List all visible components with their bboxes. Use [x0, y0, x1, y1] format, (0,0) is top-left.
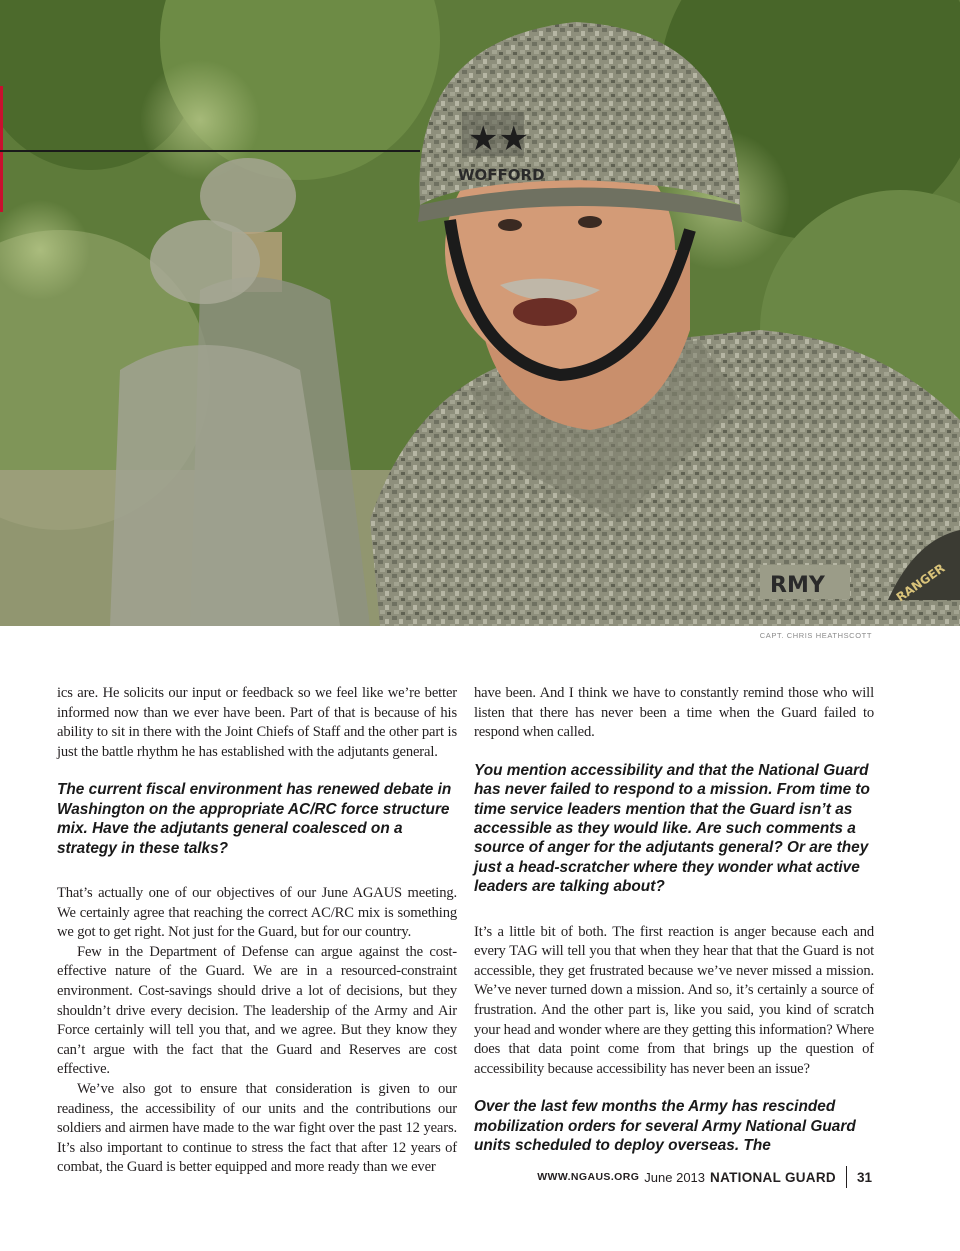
svg-text:★★: ★★ — [468, 119, 529, 159]
body-paragraph: That’s actually one of our objectives of our June AGAUS meeting. We certainly agree that reaching the correct AC/RC mix is something we got to get right. Not just for the Guard, but for our country. — [57, 885, 457, 941]
interview-question: You mention accessibility and that the National Guard has never failed to respond to a mission. From time to time service leaders mention that the Guard isn’t as accessible as they would like. Are such comments a source of anger for the adjutants general? Or are they just a head-scratcher where they wonder what active leaders are talking about? — [474, 761, 870, 896]
interview-question: Over the last few months the Army has rescinded mobilization orders for several Army National Guard units scheduled to deploy overseas. The — [474, 1098, 856, 1155]
footer-magazine-title: NATIONAL GUARD — [710, 1169, 836, 1185]
body-paragraph: It’s a little bit of both. The first reaction is anger because each and every TAG will tell you that when they hear that that the Guard is not accessible, they get frustrated because we’ve never missed a mission. We’ve never turned down a mission. And so, it’s certainly a source of frustration. And the other part is, like you said, you kind of scratch your head and wonder where are they getting this information? Where does that data point come from that brings up the question of accessibility because accessibility has never been an issue? — [474, 923, 874, 1077]
footer-divider — [846, 1166, 847, 1188]
svg-text:RMY: RMY — [770, 573, 825, 598]
left-column — [57, 684, 457, 1178]
footer-url: WWW.NGAUS.ORG — [537, 1171, 640, 1183]
body-paragraph: Few in the Department of Defense can argue against the cost-effective nature of the Guard. We are in a resourced-constraint environment. Cost-savings should drive a lot of decisions, but they shouldn’t drive every decision. The leadership of the Army and Air Force certainly will tell you that, and we agree. But they know they can’t argue with the fact that the Guard and Reserves are cost effective. — [57, 943, 457, 1078]
body-paragraph: have been. And I think we have to constantly remind those who will listen that there has never been a time when the Guard failed to respond when called. — [474, 685, 874, 741]
page-number: 31 — [856, 1169, 872, 1185]
photo-credit: CAPT. CHRIS HEATHSCOTT — [759, 631, 872, 640]
svg-text:WOFFORD: WOFFORD — [458, 166, 545, 184]
page-footer — [537, 1166, 872, 1188]
body-paragraph: We’ve also got to ensure that consideration is given to our readiness, the accessibility of our units and the contributions our soldiers and airmen have made to the war fight over the past 12 years. It’s also important to continue to stress the fact that after 12 years of combat, the Guard is better equipped and more ready than we ever — [57, 1080, 457, 1176]
right-column — [474, 684, 874, 1156]
footer-date: June 2013 — [644, 1169, 706, 1185]
interview-question: The current fiscal environment has renewed debate in Washington on the appropriate AC/RC force structure mix. Have the adjutants general coalesced on a strategy in these talks? — [57, 781, 452, 857]
body-paragraph: ics are. He solicits our input or feedback so we feel like we’re better informed now than we ever have been. Part of that is because of his ability to sit in there with the Joint Chiefs of Staff and the other part is just the battle rhythm he has established with the adjutants general. — [57, 685, 457, 760]
svg-text:RANGER: RANGER — [893, 560, 948, 605]
